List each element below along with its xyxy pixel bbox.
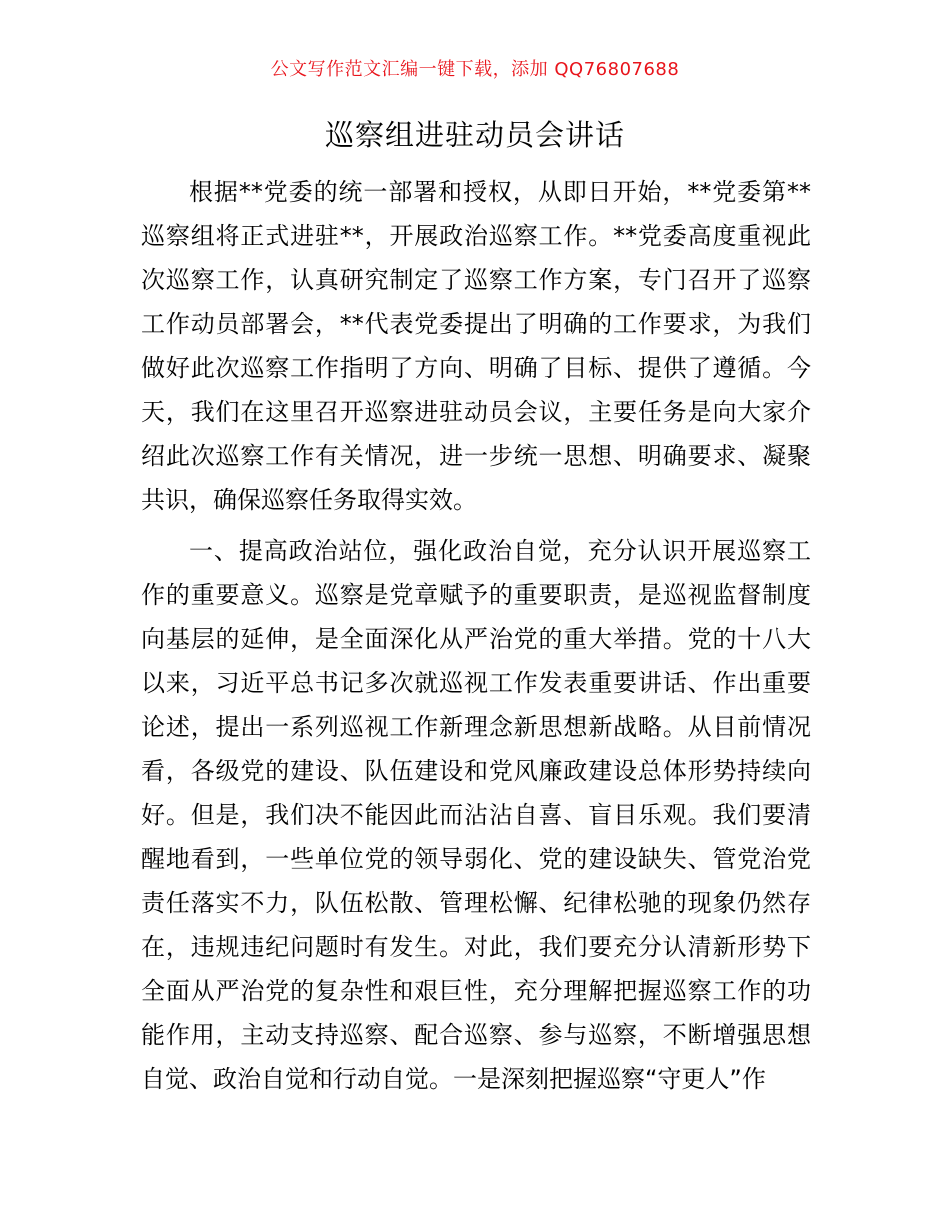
download-promo-header: 公文写作范文汇编一键下载，添加 QQ76807688	[270, 59, 680, 80]
document-body	[141, 170, 811, 1108]
document-title: 巡察组进驻动员会讲话	[324, 118, 625, 152]
paragraph-section-one: 一、提高政治站位，强化政治自觉，充分认识开展巡察工作的重要意义。巡察是党章赋予的重要职责，是巡视监督制度向基层的延伸，是全面深化从严治党的重大举措。党的十八大以来，习近平总书记多次就巡视工作发表重要讲话、作出重要论述，提出一系列巡视工作新理念新思想新战略。从目前情况看，各级党的建设、队伍建设和党风廉政建设总体形势持续向好。但是，我们决不能因此而沾沾自喜、盲目乐观。我们要清醒地看到，一些单位党的领导弱化、党的建设缺失、管党治党责任落实不力，队伍松散、管理松懈、纪律松驰的现象仍然存在，违规违纪问题时有发生。对此，我们要充分认清新形势下全面从严治党的复杂性和艰巨性，充分理解把握巡察工作的功能作用，主动支持巡察、配合巡察、参与巡察，不断增强思想自觉、政治自觉和行动自觉。一是深刻把握巡察“守更人”作	[141, 537, 811, 1093]
paragraph-intro: 根据**党委的统一部署和授权，从即日开始，**党委第**巡察组将正式进驻**，开展政治巡察工作。**党委高度重视此次巡察工作，认真研究制定了巡察工作方案，专门召开了巡察工作动员部署会，**代表党委提出了明确的工作要求，为我们做好此次巡察工作指明了方向、明确了目标、提供了遵循。今天，我们在这里召开巡察进驻动员会议，主要任务是向大家介绍此次巡察工作有关情况，进一步统一思想、明确要求、凝聚共识，确保巡察任务取得实效。	[141, 178, 811, 514]
